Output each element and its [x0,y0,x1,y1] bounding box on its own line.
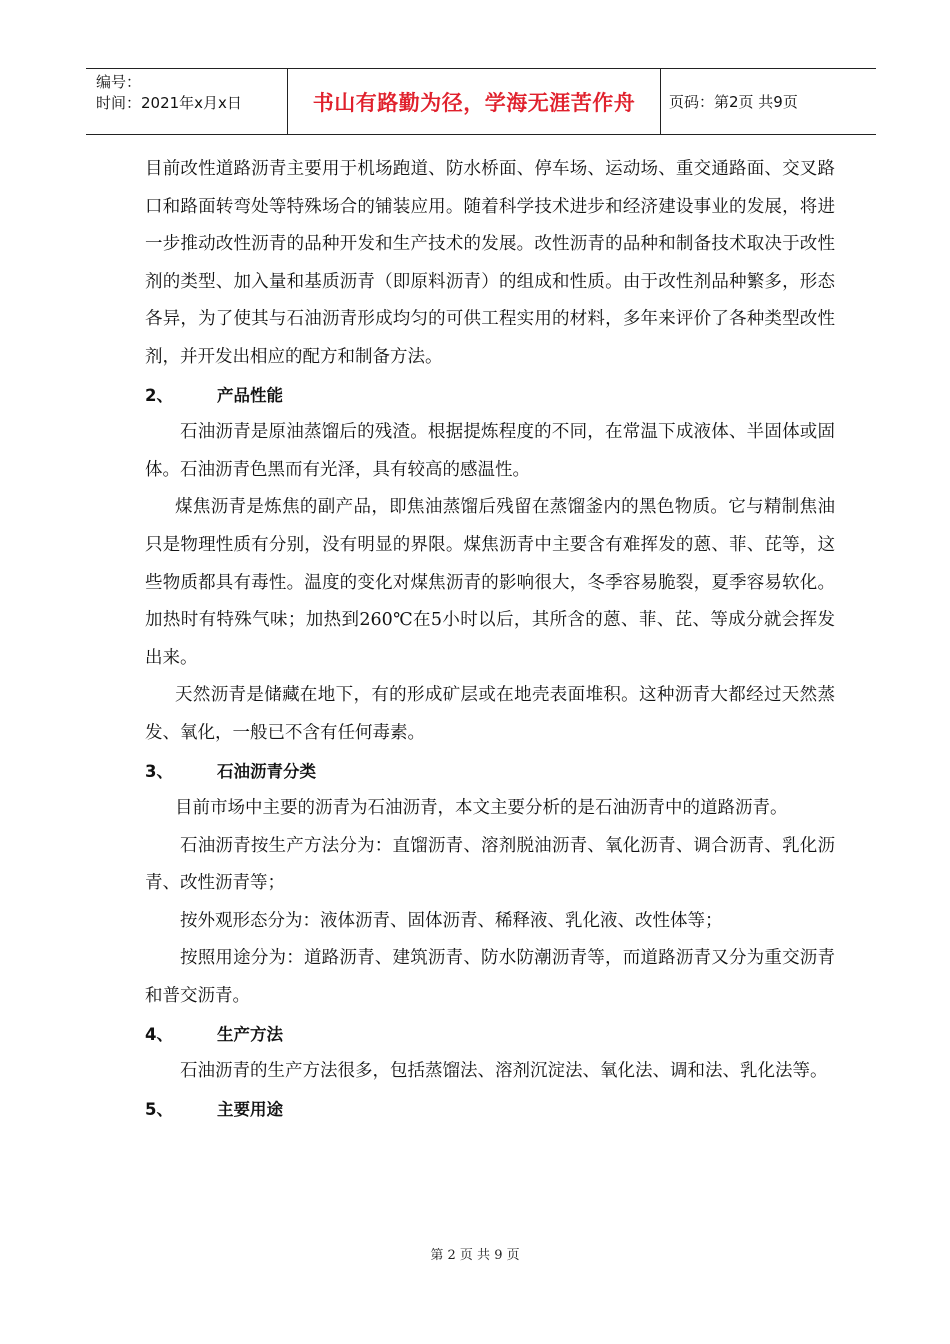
paragraph: 煤焦沥青是炼焦的副产品，即焦油蒸馏后残留在蒸馏釜内的黑色物质。它与精制焦油只是物理性质有分别，没有明显的界限。煤焦沥青中主要含有难挥发的蒽、菲、芘等，这些物质都具有毒性。温度的变化对煤焦沥青的影响很大，冬季容易脆裂，夏季容易软化。加热时有特殊气味；加热到260℃在5小时以后，其所含的蒽、菲、芘、等成分就会挥发出来。 [145,497,835,668]
intro-paragraph: 目前改性道路沥青主要用于机场跑道、防水桥面、停车场、运动场、重交通路面、交叉路口和路面转弯处等特殊场合的铺装应用。随着科学技术进步和经济建设事业的发展，将进一步推动改性沥青的品种开发和生产技术的发展。改性沥青的品种和制备技术取决于改性剂的类型、加入量和基质沥青（即原料沥青）的组成和性质。由于改性剂品种繁多，形态各异，为了使其与石油沥青形成均匀的可供工程实用的材料，多年来评价了各种类型改性剂，并开发出相应的配方和制备方法。 [145,159,835,367]
paragraph: 天然沥青是储藏在地下，有的形成矿层或在地壳表面堆积。这种沥青大都经过天然蒸发、氧化，一般已不含有任何毒素。 [145,685,835,743]
paragraph: 石油沥青的生产方法很多，包括蒸馏法、溶剂沉淀法、氧化法、调和法、乳化法等。 [180,1061,828,1082]
section-heading-4 [145,1016,835,1054]
section-number: 3、 [145,761,173,781]
page-footer: 第 2 页 共 9 页 [430,1248,520,1263]
header-divider-2 [660,68,661,135]
paragraph: 石油沥青按生产方法分为：直馏沥青、溶剂脱油沥青、氧化沥青、调合沥青、乳化沥青、改性沥青等； [145,835,835,894]
header-motto: 书山有路勤为径，学海无涯苦作舟 [312,90,636,115]
paragraph: 按外观形态分为：液体沥青、固体沥青、稀释液、乳化液、改性体等； [180,910,723,931]
header-page-info: 页码：第2页 共9页 [669,93,798,111]
page-header [86,68,876,136]
section-number: 2、 [145,385,173,405]
section-title: 主要用途 [217,1099,283,1119]
section-heading-2 [145,377,835,415]
document-body [145,151,835,1128]
paragraph: 目前市场中主要的沥青为石油沥青，本文主要分析的是石油沥青中的道路沥青。 [175,798,788,819]
header-time-label: 时间：2021年x月x日 [96,94,242,112]
section-title: 产品性能 [217,385,283,405]
section-heading-3 [145,753,835,791]
paragraph: 石油沥青是原油蒸馏后的残渣。根据提炼程度的不同，在常温下成液体、半固体或固体。石油沥青色黑而有光泽，具有较高的感温性。 [145,422,835,480]
header-number-label: 编号： [96,73,142,91]
header-divider-1 [287,68,288,135]
paragraph: 按照用途分为：道路沥青、建筑沥青、防水防潮沥青等，而道路沥青又分为重交沥青和普交沥青。 [145,948,835,1007]
section-number: 4、 [145,1024,173,1044]
section-title: 生产方法 [217,1024,283,1044]
section-number: 5、 [145,1099,173,1119]
section-heading-5 [145,1091,835,1129]
section-title: 石油沥青分类 [217,761,316,781]
header-meta [96,72,286,114]
